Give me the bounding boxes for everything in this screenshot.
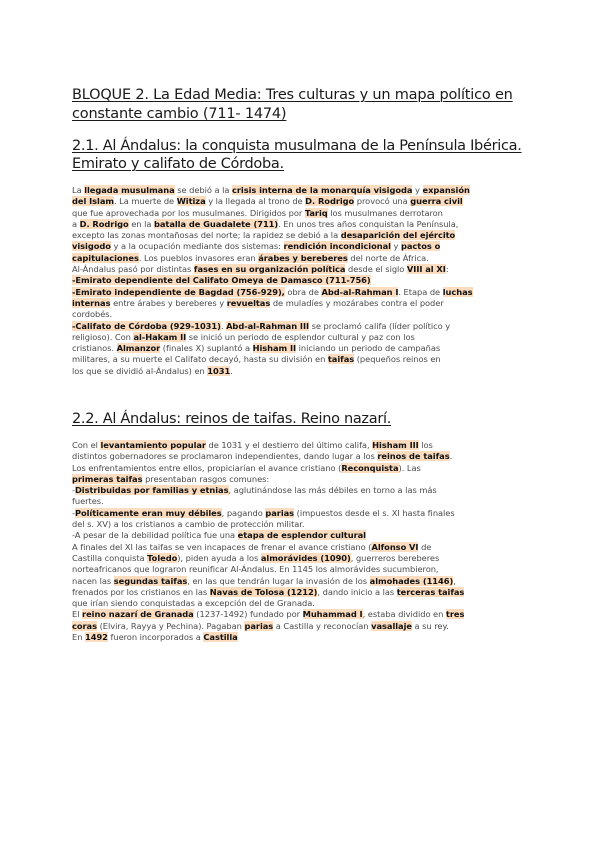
text-run: iniciando un periodo de campañas — [296, 343, 441, 354]
highlighted-term: pactos o — [400, 241, 441, 252]
highlighted-term: Toledo — [147, 552, 178, 563]
text-line — [72, 196, 542, 207]
text-run: , dando inicio a las — [317, 586, 397, 597]
text-run: de muladíes y mozárabes contra el poder — [270, 297, 444, 308]
text-line — [72, 530, 542, 541]
highlighted-term: coras — [72, 620, 97, 631]
text-line — [72, 332, 542, 343]
text-run: , en las que tendrán lugar la invasión de los — [187, 575, 370, 586]
text-run: que irían siendo conquistadas a excepción del de Granada. — [72, 598, 315, 609]
text-line — [72, 621, 542, 632]
text-run: en la — [128, 218, 154, 229]
highlighted-term: parias — [265, 507, 295, 518]
text-run: nacen las — [72, 575, 114, 586]
highlighted-term: tres — [445, 609, 465, 620]
text-line — [72, 440, 542, 451]
highlighted-term: Políticamente eran muy débiles — [74, 507, 222, 518]
highlighted-term: crisis interna de la monarquía visigoda — [231, 185, 413, 195]
text-run: , pagando — [221, 507, 266, 518]
text-line — [72, 553, 542, 564]
highlighted-term: D. Rodrigo — [305, 196, 355, 207]
highlighted-term: batalla de Guadalete (711) — [153, 218, 279, 229]
heading-line: Emirato y califato de Córdoba. — [72, 156, 284, 172]
highlighted-term: guerra civil — [410, 196, 463, 207]
highlighted-term: D. Rodrigo — [79, 218, 129, 229]
text-line — [72, 321, 542, 332]
text-line — [72, 463, 542, 474]
text-run: El — [72, 609, 83, 620]
text-line — [72, 519, 542, 530]
text-line — [72, 451, 542, 462]
text-run: obra de — [284, 286, 322, 297]
text-run: , aglutinándose las más débiles en torno a las más — [228, 485, 437, 496]
highlighted-term: Hisham II — [252, 343, 297, 354]
highlighted-term: -Emirato independiente de Bagdad (756-929), — [72, 286, 285, 297]
text-line — [72, 253, 542, 264]
text-run: a Castilla y reconocían — [273, 620, 372, 631]
highlighted-term: segundas taifas — [113, 575, 188, 586]
text-run: ). Las — [398, 462, 421, 473]
highlighted-term: Witiza — [176, 196, 206, 207]
text-line — [72, 496, 542, 507]
text-run: distintos gobernadores se proclamaron independientes, dando lugar a los — [72, 451, 378, 462]
highlighted-term: vasallaje — [371, 620, 412, 631]
text-run: En — [72, 632, 85, 643]
text-run: militares, a su muerte el Califato decayó, hasta su división en — [72, 354, 328, 365]
highlighted-term: almohades (1146) — [369, 575, 454, 586]
highlighted-term: Tariq — [304, 207, 328, 218]
text-run: , estaba dividido en — [362, 609, 446, 620]
text-run: - — [72, 485, 75, 496]
highlighted-term: luchas — [442, 286, 473, 297]
highlighted-term: Muhammad I — [302, 609, 363, 620]
page-title — [72, 86, 513, 124]
text-run: a — [72, 218, 80, 229]
text-run: fueron incorporados a — [107, 632, 204, 643]
text-run: . En unos tres años conquistan la Península, — [278, 218, 459, 229]
text-run: fuertes. — [72, 496, 104, 507]
text-line — [72, 587, 542, 598]
highlighted-term: reinos de taifas — [377, 451, 450, 462]
highlighted-term: 1492 — [85, 632, 108, 643]
text-line — [72, 185, 542, 196]
text-run: presentaban rasgos comunes: — [142, 473, 270, 484]
highlighted-term: internas — [72, 297, 111, 308]
highlighted-term: capitulaciones — [72, 252, 139, 263]
highlighted-term: Distribuidas por familias y etnias — [74, 485, 229, 496]
highlighted-term: 1031 — [207, 365, 231, 376]
section-heading-2 — [72, 410, 391, 428]
highlighted-term: fases en su organización política — [193, 264, 346, 275]
highlighted-term: levantamiento popular — [100, 440, 206, 450]
highlighted-term: rendición incondicional — [283, 241, 391, 252]
section-2-body — [72, 440, 542, 643]
text-run: frenados por los cristianos en las — [72, 586, 210, 597]
text-run: , guerreros bereberes — [350, 552, 440, 563]
text-line — [72, 264, 542, 275]
text-run: y — [412, 185, 423, 195]
text-run: , — [453, 575, 456, 586]
text-run: . — [230, 365, 233, 376]
text-run: los musulmanes derrotaron — [327, 207, 443, 218]
text-run: . La muerte de — [113, 196, 177, 207]
text-run: (pequeños reinos en — [354, 354, 441, 365]
text-line — [72, 275, 542, 286]
text-run: (1237-1492) fundado por — [193, 609, 303, 620]
text-line — [72, 343, 542, 354]
text-run: (Elvira, Rayya y Pechina). Pagaban — [97, 620, 245, 631]
text-line — [72, 474, 542, 485]
highlighted-term: etapa de esplendor cultural — [237, 530, 366, 541]
highlighted-term: VIII al XI — [406, 264, 446, 275]
text-run: entre árabes y bereberes y — [110, 297, 227, 308]
text-line — [72, 354, 542, 365]
text-line — [72, 208, 542, 219]
text-line — [72, 241, 542, 252]
highlighted-term: Abd-al-Rahman III — [226, 320, 310, 331]
text-run: . Etapa de — [398, 286, 443, 297]
text-run: ), piden ayuda a los — [177, 552, 261, 563]
highlighted-term: Almanzor — [116, 343, 161, 354]
text-run: y a la ocupación mediante dos sistemas: — [110, 241, 284, 252]
highlighted-term: llegada musulmana — [84, 185, 175, 195]
text-run: Con el — [72, 440, 101, 450]
text-run: desde el siglo — [345, 264, 407, 275]
text-run: Los enfrentamientos entre ellos, propiciarían el avance cristiano ( — [72, 462, 342, 473]
text-run: los — [418, 440, 433, 450]
text-run: norteafricanos que lograron reunificar Al-Ándalus. En 1145 los almorávides sucumbieron, — [72, 564, 439, 575]
text-line — [72, 309, 542, 320]
text-run: : — [445, 264, 449, 275]
text-run: se inició un periodo de esplendor cultural y paz con los — [186, 331, 415, 342]
highlighted-term: parias — [244, 620, 274, 631]
text-line — [72, 287, 542, 298]
text-run: cordobés. — [72, 309, 113, 320]
highlighted-term: reino nazarí de Granada — [82, 609, 194, 620]
text-line — [72, 564, 542, 575]
text-line — [72, 609, 542, 620]
highlighted-term: Castilla — [203, 632, 238, 643]
text-line — [72, 230, 542, 241]
highlighted-term: primeras taifas — [72, 473, 143, 484]
text-run: se debió a la — [174, 185, 232, 195]
text-run: del norte de África. — [347, 252, 429, 263]
text-run: y — [390, 241, 401, 252]
text-run: de 1031 y el destierro del último califa, — [205, 440, 373, 450]
highlighted-term: Navas de Tolosa (1212) — [209, 586, 318, 597]
text-line — [72, 632, 542, 643]
highlighted-term: expansión — [422, 185, 470, 195]
heading-line: 2.1. Al Ándalus: la conquista musulmana de la Península Ibérica. — [72, 138, 522, 154]
text-run: religioso). Con — [72, 331, 134, 342]
text-line — [72, 508, 542, 519]
highlighted-term: árabes y bereberes — [258, 252, 348, 263]
text-run: a su rey. — [411, 620, 449, 631]
highlighted-term: Hisham III — [372, 440, 419, 450]
text-run: de — [418, 541, 432, 552]
text-run: del s. XV) a los cristianos a cambio de protección militar. — [72, 519, 305, 530]
title-line: constante cambio (711- 1474) — [72, 106, 287, 122]
section-1-body — [72, 185, 542, 377]
text-line — [72, 219, 542, 230]
highlighted-term: al-Hakam II — [133, 331, 187, 342]
text-run: los que se dividió al-Ándalus) en — [72, 365, 208, 376]
text-run: Castilla conquista — [72, 552, 148, 563]
highlighted-term: visigodo — [72, 241, 111, 252]
text-run: . — [449, 451, 453, 462]
highlighted-term: del Islam — [72, 196, 114, 207]
text-run: que fue aprovechada por los musulmanes. Dirigidos por — [72, 207, 305, 218]
highlighted-term: Reconquista — [341, 462, 399, 473]
text-run: La — [72, 185, 85, 195]
title-line: BLOQUE 2. La Edad Media: Tres culturas y un mapa político en — [72, 87, 513, 103]
text-line — [72, 542, 542, 553]
highlighted-term: taifas — [327, 354, 355, 365]
text-run: cristianos. — [72, 343, 117, 354]
text-line — [72, 485, 542, 496]
text-run: -A pesar de la debilidad política fue una — [72, 530, 238, 541]
text-line — [72, 576, 542, 587]
text-run: . — [220, 320, 227, 331]
text-run: - — [72, 507, 75, 518]
highlighted-term: -Emirato dependiente del Califato Omeya de Damasco (711-756) — [72, 275, 371, 286]
text-line — [72, 366, 542, 377]
highlighted-term: desaparición del ejército — [340, 230, 456, 241]
heading-line: 2.2. Al Ándalus: reinos de taifas. Reino nazarí. — [72, 411, 392, 427]
text-run: y la llegada al trono de — [205, 196, 306, 207]
text-run: . Los pueblos invasores eran — [138, 252, 259, 263]
highlighted-term: Alfonso VI — [371, 541, 419, 552]
text-run: (impuestos desde el s. XI hasta finales — [294, 507, 455, 518]
highlighted-term: -Califato de Córdoba (929-1031) — [72, 320, 221, 331]
highlighted-term: Abd-al-Rahman I — [321, 286, 399, 297]
text-run: A finales del XI las taifas se ven incapaces de frenar el avance cristiano ( — [72, 541, 372, 552]
text-run: se proclamó califa (líder político y — [309, 320, 451, 331]
highlighted-term: revueltas — [226, 297, 271, 308]
text-run: Al-Ándalus pasó por distintas — [72, 264, 194, 275]
text-run: excepto las zonas montañosas del norte; la rapidez se debió a la — [72, 230, 341, 241]
text-run: provocó una — [354, 196, 411, 207]
text-run: (finales X) suplantó a — [160, 343, 253, 354]
section-heading-1 — [72, 137, 522, 173]
highlighted-term: almorávides (1090) — [260, 552, 351, 563]
highlighted-term: terceras taifas — [396, 586, 465, 597]
text-line — [72, 298, 542, 309]
text-line — [72, 598, 542, 609]
